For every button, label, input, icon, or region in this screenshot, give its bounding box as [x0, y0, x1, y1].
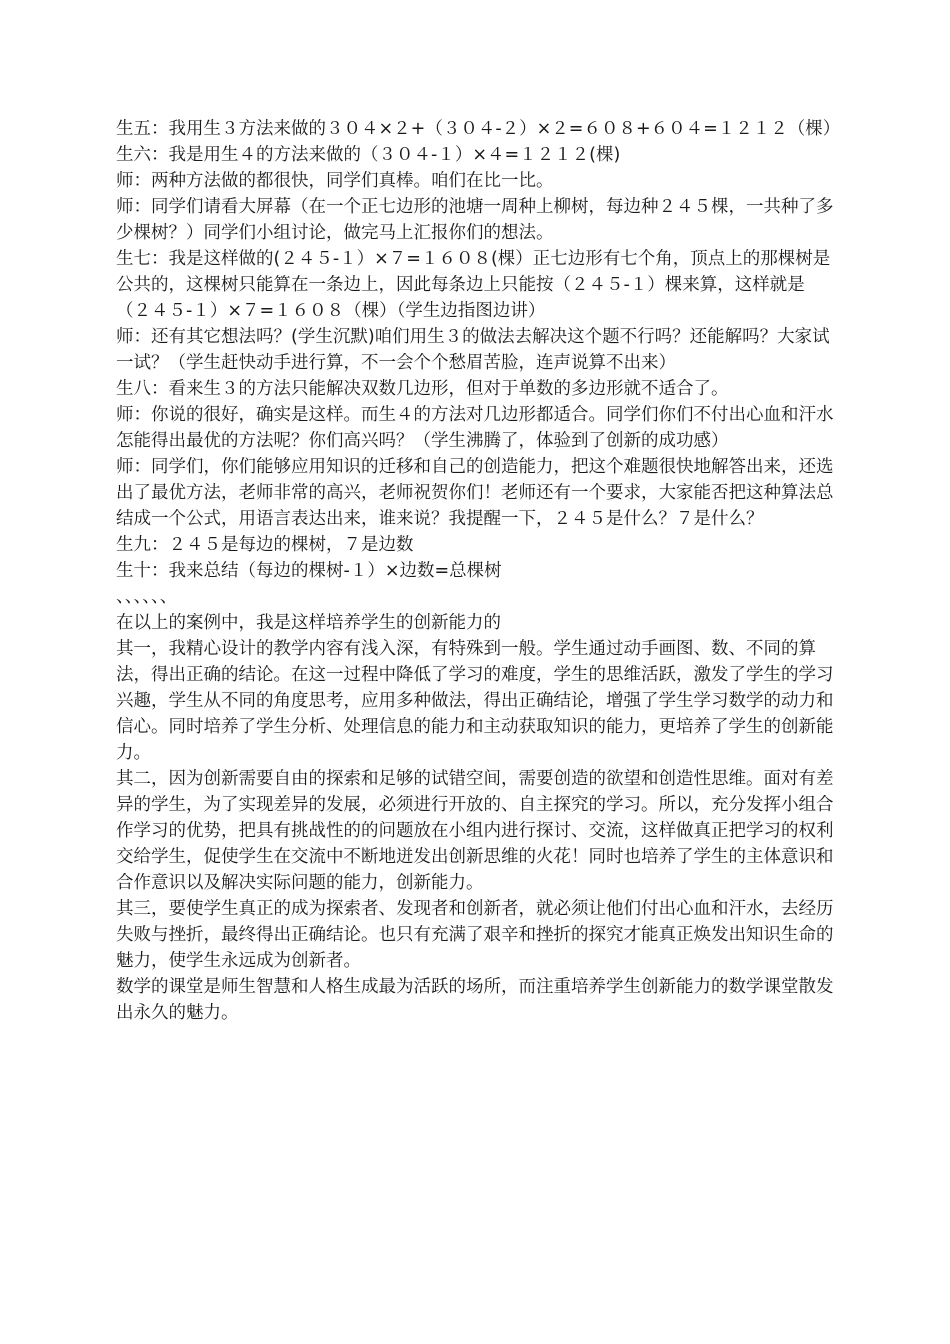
document-body [116, 116, 841, 1026]
paragraph-point-3: 其三，要使学生真正的成为探索者、发现者和创新者，就必须让他们付出心血和汗水，去经历失败与挫折，最终得出正确结论。也只有充满了艰辛和挫折的探究才能真正焕发出知识生命的魅力，使学生永远成为创新者。 [116, 899, 834, 971]
paragraph-student-6: 生六：我是用生４的方法来做的（３０４-１）×４=１２１２(棵) [116, 145, 621, 165]
paragraph-summary-intro: 在以上的案例中，我是这样培养学生的创新能力的 [116, 613, 501, 633]
paragraph-teacher-4: 师：你说的很好，确实是这样。而生４的方法对几边形都适合。同学们你们不付出心血和汗水怎能得出最优的方法呢？你们高兴吗？（学生沸腾了，体验到了创新的成功感） [116, 405, 834, 451]
ellipsis-separator: 、、、、、、 [116, 587, 178, 607]
paragraph-student-9: 生九：２４５是每边的棵树，７是边数 [116, 535, 414, 555]
paragraph-teacher-2: 师：同学们请看大屏幕（在一个正七边形的池塘一周种上柳树，每边种２４５棵，一共种了多少棵树？）同学们小组讨论，做完马上汇报你们的想法。 [116, 197, 834, 243]
paragraph-teacher-1: 师：两种方法做的都很快，同学们真棒。咱们在比一比。 [116, 171, 554, 191]
paragraph-student-7: 生七：我是这样做的(２４５-１）×７=１６０８(棵）正七边形有七个角，顶点上的那棵树是公共的，这棵树只能算在一条边上，因此每条边上只能按（２４５-１）棵来算，这样就是（２４５-１）×７=１６０８（棵）（学生边指图边讲） [116, 249, 831, 321]
paragraph-student-5: 生五：我用生３方法来做的３０４×２+（３０４-２）×２=６０８+６０４=１２１２（棵） [116, 119, 841, 139]
paragraph-student-8: 生八：看来生３的方法只能解决双数几边形，但对于单数的多边形就不适合了。 [116, 379, 729, 399]
paragraph-point-1: 其一，我精心设计的教学内容有浅入深，有特殊到一般。学生通过动手画图、数、不同的算法，得出正确的结论。在这一过程中降低了学习的难度，学生的思维活跃，激发了学生的学习兴趣，学生从不同的角度思考，应用多种做法，得出正确结论，增强了学生学习数学的动力和信心。同时培养了学生分析、处理信息的能力和主动获取知识的能力，更培养了学生的创新能力。 [116, 639, 834, 763]
paragraph-teacher-5: 师：同学们，你们能够应用知识的迁移和自己的创造能力，把这个难题很快地解答出来，还选出了最优方法，老师非常的高兴，老师祝贺你们！老师还有一个要求，大家能否把这种算法总结成一个公式，用语言表达出来，谁来说？我提醒一下，２４５是什么？７是什么？ [116, 457, 834, 529]
paragraph-conclusion: 数学的课堂是师生智慧和人格生成最为活跃的场所，而注重培养学生创新能力的数学课堂散发出永久的魅力。 [116, 977, 834, 1023]
paragraph-teacher-3: 师：还有其它想法吗？(学生沉默)咱们用生３的做法去解决这个题不行吗？还能解吗？大家试一试？（学生赶快动手进行算，不一会个个愁眉苦脸，连声说算不出来） [116, 327, 830, 373]
paragraph-point-2: 其二，因为创新需要自由的探索和足够的试错空间，需要创造的欲望和创造性思维。面对有差异的学生，为了实现差异的发展，必须进行开放的、自主探究的学习。所以，充分发挥小组合作学习的优势，把具有挑战性的的问题放在小组内进行探讨、交流，这样做真正把学习的权利交给学生，促使学生在交流中不断地迸发出创新思维的火花！同时也培养了学生的主体意识和合作意识以及解决实际问题的能力，创新能力。 [116, 769, 834, 893]
paragraph-student-10: 生十：我来总结（每边的棵树-１）×边数=总棵树 [116, 561, 502, 581]
